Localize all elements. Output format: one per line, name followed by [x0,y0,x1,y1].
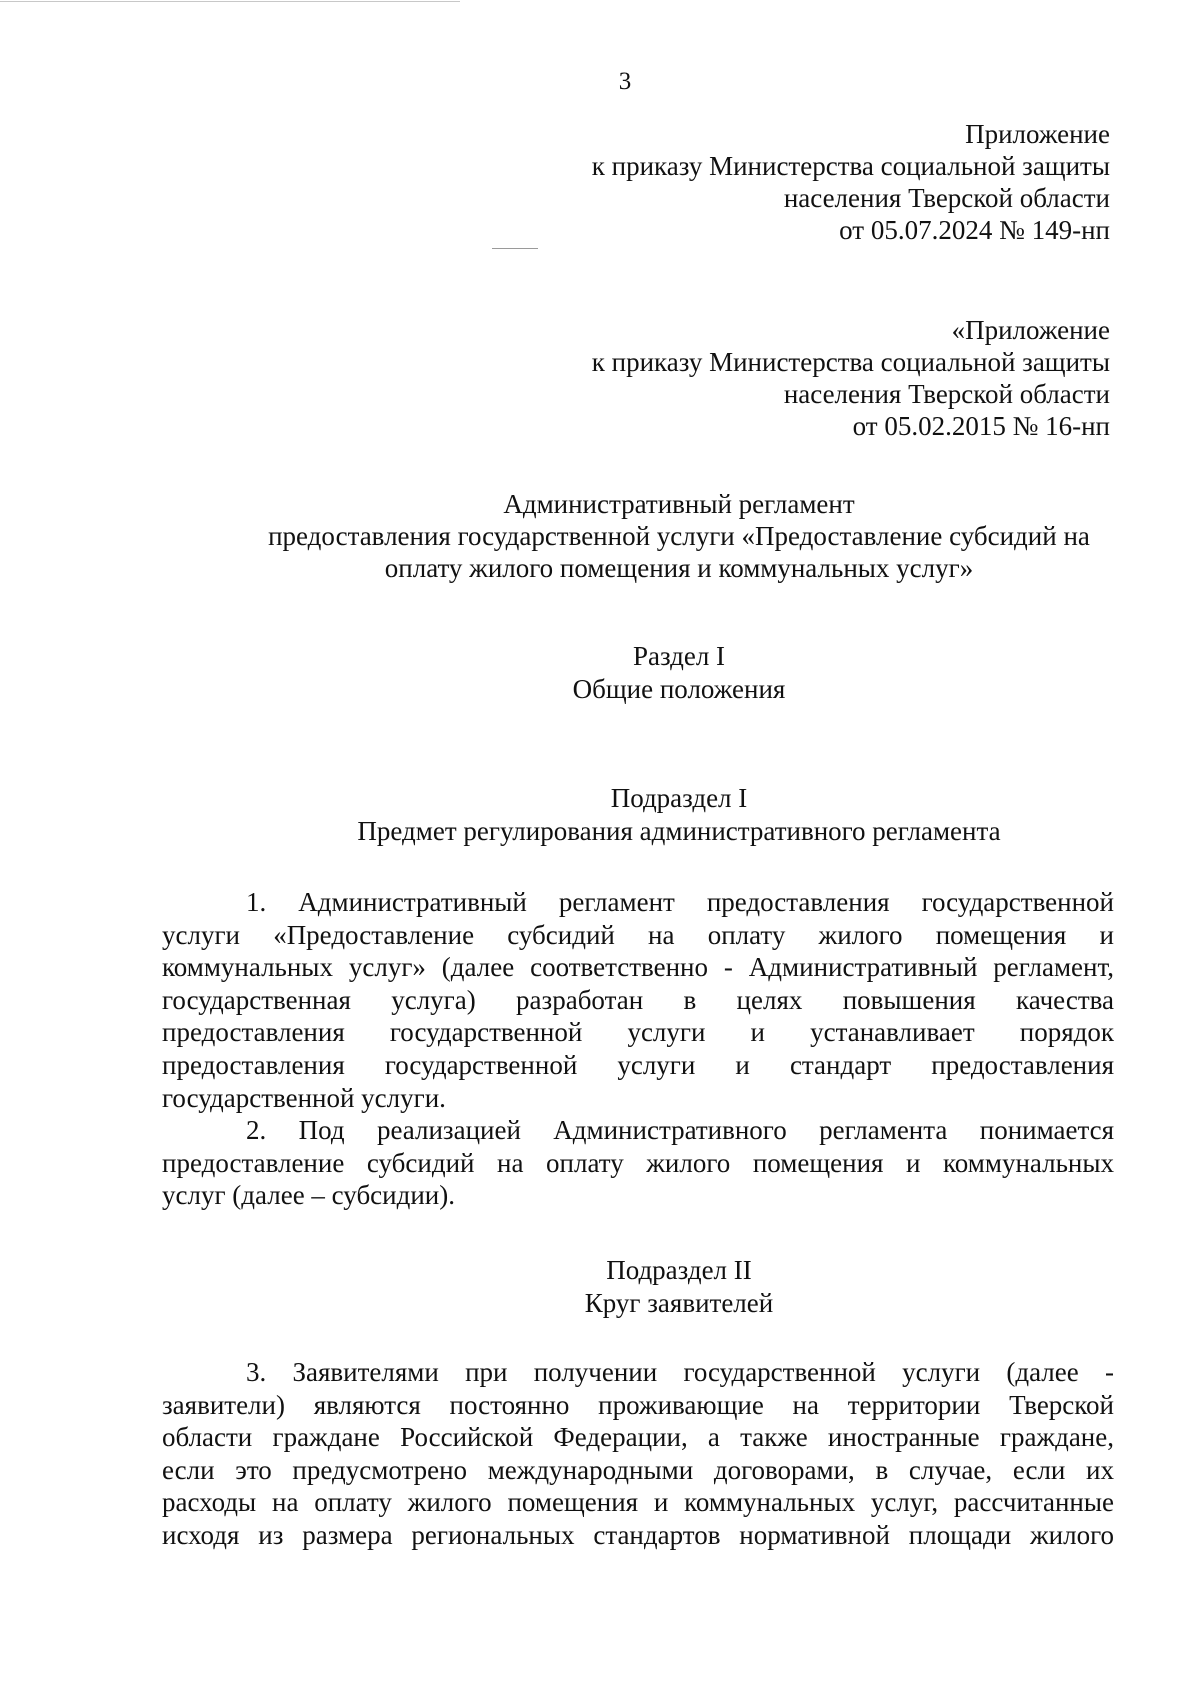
subsection-heading [150,1254,1200,1320]
section-label: Раздел I [632,641,726,671]
document-title-line: предоставления государственной услуги «Предоставление субсидий на [268,521,1090,551]
appendix-original-line: «Приложение [951,315,1110,345]
document-title [150,488,1200,584]
appendix-current-line: Приложение [965,119,1110,149]
paragraph-line: 2. Под реализацией Административного регламента понимается [246,1115,1114,1146]
scan-artifact-top [0,1,460,2]
appendix-original-header [592,314,1110,442]
paragraph-line: предоставления государственной услуги и устанавливает порядок [162,1017,1114,1048]
paragraph-line: услуг (далее – субсидии). [162,1180,455,1211]
subsection-title: Круг заявителей [584,1288,774,1318]
paragraph-line: 1. Административный регламент предоставления государственной [246,887,1114,917]
paragraph-line: если это предусмотрено международными договорами, в случае, если их [162,1454,1114,1485]
section-title: Общие положения [572,674,786,704]
subsection-label: Подраздел I [610,783,748,813]
paragraph-line: услуги «Предоставление субсидий на оплату жилого помещения и [162,919,1114,950]
paragraph-line: государственная услуга) разработан в целях повышения качества [162,984,1114,1015]
appendix-original-line: от 05.02.2015 № 16-нп [852,411,1110,441]
document-title-line: Административный регламент [503,489,855,519]
paragraph-line: заявители) являются постоянно проживающие на территории Тверской [162,1389,1114,1420]
paragraph-line: исходя из размера региональных стандартов нормативной площади жилого [162,1519,1114,1550]
paragraph-line: области граждане Российской Федерации, а также иностранные граждане, [162,1422,1114,1453]
appendix-current-line: от 05.07.2024 № 149-нп [839,215,1110,245]
appendix-current-header [592,118,1110,246]
scan-artifact-mid [492,248,538,249]
appendix-current-line: к приказу Министерства социальной защиты [591,151,1110,181]
appendix-original-line: к приказу Министерства социальной защиты [591,347,1110,377]
section-heading [150,640,1200,706]
appendix-current-line: населения Тверской области [783,183,1110,213]
page-number: 3 [618,68,632,95]
paragraph-line: государственной услуги. [162,1082,446,1113]
paragraph-line: 3. Заявителями при получении государственной услуги (далее - [246,1357,1114,1387]
paragraph-line: коммунальных услуг» (далее соответственно - Административный регламент, [162,952,1114,983]
document-title-line: оплату жилого помещения и коммунальных услуг» [384,553,974,583]
subsection-heading [150,782,1200,848]
paragraph-block [162,886,1114,1212]
subsection-label: Подраздел II [606,1255,752,1285]
subsection-title: Предмет регулирования административного регламента [357,816,1001,846]
appendix-original-line: населения Тверской области [783,379,1110,409]
paragraph-block [162,1356,1114,1552]
paragraph-line: предоставление субсидий на оплату жилого помещения и коммунальных [162,1147,1114,1178]
paragraph-line: расходы на оплату жилого помещения и коммунальных услуг, рассчитанные [162,1487,1114,1518]
paragraph-line: предоставления государственной услуги и стандарт предоставления [162,1049,1114,1080]
